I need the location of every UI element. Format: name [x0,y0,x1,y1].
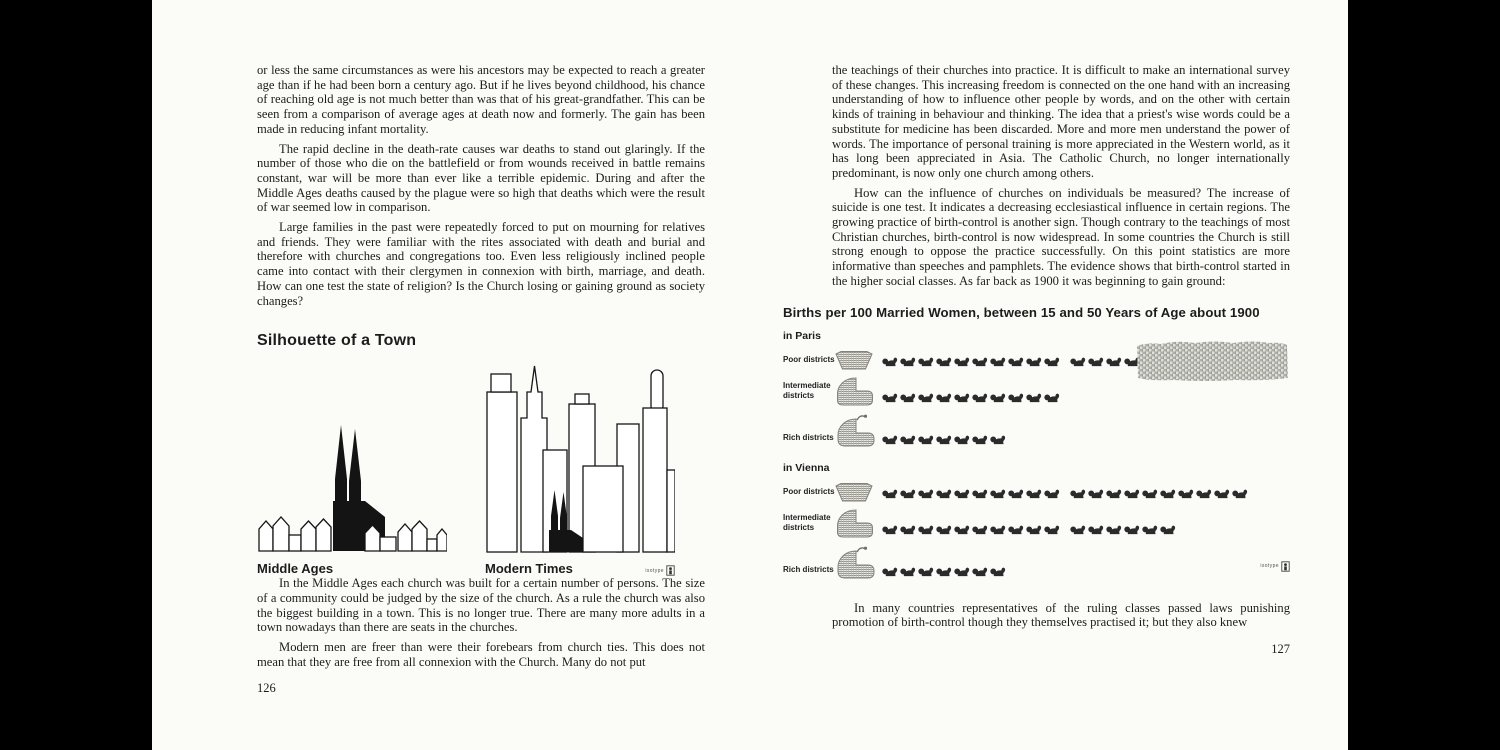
figure-caption-right: Modern Times [485,561,573,577]
left-text-column [152,0,750,696]
baby-icon [1142,487,1159,499]
baby-icon [1008,487,1025,499]
baby-icon [972,391,989,403]
baby-icon [972,565,989,577]
right-text-column-top [750,0,1348,289]
baby-icon [1026,487,1043,499]
baby-icons [882,391,1062,406]
page-126 [152,0,750,750]
baby-icons [882,355,1142,370]
baby-icon [1008,355,1025,367]
baby-icon-group [1070,487,1250,499]
row-category-label: Intermediate districts [783,381,831,400]
baby-icon [1044,523,1061,535]
baby-icon [936,355,953,367]
modern-times-column [485,354,675,576]
baby-icon [1088,487,1105,499]
row-category-label: Rich districts [783,432,834,442]
baby-icon [972,523,989,535]
row-category-label: Poor districts [783,354,835,364]
baby-icon [954,565,971,577]
baby-icon [936,487,953,499]
chart-row [783,545,1290,580]
baby-icon [990,391,1007,403]
cradle-symbol [835,377,882,406]
baby-icon [972,355,989,367]
cradle-symbol [835,545,882,580]
baby-icon [918,565,935,577]
body-paragraph: How can the influence of churches on individuals be measured? The increase of suicide is one test. It indicates a decreasing ecclesiastical influence in certain regions. The growing practice of birth-control is another sign. Though contrary to the teachings of most Christian churches, birth-control is now widespread. In some countries the Church is still strong enough to oppose the practice successfully. On this point statistics are more informative than speeches and pamphlets. The evidence shows that birth-control started in the higher social classes. As far back as 1900 it was beginning to gain ground: [832,185,1290,288]
baby-icon [918,391,935,403]
baby-icon [954,433,971,445]
baby-icon-group [882,433,1008,445]
baby-icon [882,355,899,367]
baby-icon [918,355,935,367]
baby-icon [954,523,971,535]
right-text-column-bottom [750,587,1348,657]
baby-icon [900,487,917,499]
chart-group-label: in Vienna [783,461,830,474]
baby-icon [990,523,1007,535]
isotype-signature-text: isotype [1260,563,1279,570]
baby-icon [1106,487,1123,499]
chart-row [783,509,1290,538]
chart-row [783,482,1290,502]
baby-icon-group [882,391,1062,403]
body-paragraph: Large families in the past were repeatedly forced to put on mourning for relatives and friends. They were familiar with the rites associated with death and burial and therefore with churches and congregations too. Even less religiously inclined people came into contact with their clergymen in connexion with birth, marriage, and death. How can one test the state of religion? Is the Church losing or gaining ground as society changes? [257,220,705,308]
baby-icon [1088,523,1105,535]
chart-group [783,462,1290,580]
baby-icon [1070,487,1087,499]
row-category-label: Poor districts [783,486,835,496]
baby-icon [918,523,935,535]
baby-icon [1196,487,1213,499]
baby-icon [1008,391,1025,403]
baby-icon [1160,487,1177,499]
baby-icon [1026,355,1043,367]
book-spread [152,0,1348,750]
basket-icon [835,482,873,502]
page-number-right: 127 [1271,641,1290,656]
baby-icon [1026,523,1043,535]
body-paragraph: Modern men are freer than were their forebears from church ties. This does not mean that they are free from all connexion with the Church. Many do not put [257,640,705,669]
baby-icon [1142,523,1159,535]
baby-icon [1026,391,1043,403]
cradle-icon [835,509,875,538]
baby-icon-group [882,487,1062,499]
baby-icon [990,487,1007,499]
page-number-left: 126 [257,681,276,696]
baby-icon [972,487,989,499]
baby-icon [900,355,917,367]
baby-icon [1232,487,1249,499]
body-paragraph: the teachings of their churches into practice. It is difficult to make an international survey of these changes. This increasing freedom is connected on the one hand with an increasing understanding of how to influence other people by words, and on the other with certain kinds of training in behaviour and thinking. The idea that a priest's wise words could be a substitute for medicine has been discarded. More and more men understand the power of words. The importance of personal training is more appreciated in the Western world, as it has long been appreciated in Asia. The Catholic Church, no longer internationally predominant, is now only one church among others. [832,63,1290,180]
baby-icon [1178,487,1195,499]
baby-icon-group [1070,523,1178,535]
baby-icon [1124,487,1141,499]
baby-icon [1106,523,1123,535]
baby-icons [882,487,1250,502]
chart-group-label: in Paris [783,329,821,342]
baby-icon [918,487,935,499]
baby-icon [882,391,899,403]
body-paragraph: In many countries representatives of the ruling classes passed laws punishing promotion of birth-control though they themselves practised it; but they also knew [832,600,1290,630]
baby-icon [954,391,971,403]
baby-icon [1106,355,1123,367]
baby-icon [936,523,953,535]
middle-ages-illustration [257,415,447,555]
pram-icon [835,413,877,448]
baby-icon [882,433,899,445]
baby-icon [936,433,953,445]
baby-icon [936,565,953,577]
baby-icon [1070,355,1087,367]
baby-icons [882,433,1008,448]
births-pictogram-chart [783,305,1290,580]
baby-icon-group [882,355,1062,367]
cradle-symbol [835,413,882,448]
baby-icon [954,487,971,499]
body-paragraph: or less the same circumstances as were his ancestors may be expected to reach a greater age than if he had been born a century ago. But if he lives beyond childhood, his chance of reaching old age is not much better than was that of his great-grandfather. This can be seen from a comparison of average ages at death now and formerly. The gain has been made in reducing infant mortality. [257,63,705,136]
isotype-signature-text: isotype [645,567,664,574]
baby-icon [882,523,899,535]
figure-caption-left: Middle Ages [257,561,334,577]
baby-icon [990,565,1007,577]
body-paragraph: In the Middle Ages each church was built for a certain number of persons. The size of a community could be judged by the size of the church. As a rule the church was also the biggest building in a town. This is no longer true. There are many more adults in a town nowadays than there are seats in the churches. [257,576,705,635]
baby-icon [900,391,917,403]
pram-icon [835,545,877,580]
baby-icon [1008,523,1025,535]
cradle-symbol [835,350,882,370]
baby-icon-group [882,565,1008,577]
baby-icon [900,565,917,577]
baby-icon [1044,391,1061,403]
row-category-label: Rich districts [783,564,834,574]
basket-icon [835,350,873,370]
baby-icon [900,433,917,445]
baby-icon-group [1070,355,1142,367]
baby-icon [900,523,917,535]
crowd-texture-block [1133,339,1291,383]
baby-icon [1214,487,1231,499]
baby-icon-group [882,523,1062,535]
baby-icon [990,433,1007,445]
baby-icon [1160,523,1177,535]
baby-icons [882,523,1178,538]
section-heading: Silhouette of a Town [257,332,417,350]
baby-icon [936,391,953,403]
baby-icon [1070,523,1087,535]
isotype-signature [1260,561,1290,572]
baby-icon [882,487,899,499]
baby-icon [990,355,1007,367]
baby-icon [1044,355,1061,367]
chart-title: Births per 100 Married Women, between 15 and 50 Years of Age about 1900 [783,304,1260,320]
chart-row [783,413,1290,448]
modern-times-illustration [485,360,675,555]
body-paragraph: The rapid decline in the death-rate causes war deaths to stand out glaringly. If the number of those who die on the battlefield or from wounds received in battle remains constant, war will be more than ever like a terrible epidemic. During and after the Middle Ages deaths caused by the plague were so high that deaths which were the result of war seemed low in comparison. [257,141,705,215]
baby-icon [972,433,989,445]
baby-icon [1088,355,1105,367]
baby-icon [1044,487,1061,499]
baby-icon [882,565,899,577]
baby-icons [882,565,1008,580]
isotype-man-icon [1281,561,1290,572]
cradle-symbol [835,482,882,502]
isotype-man-icon [666,565,675,576]
baby-icon [954,355,971,367]
middle-ages-column [257,354,447,576]
row-category-label: Intermediate districts [783,513,831,532]
baby-icon [1124,523,1141,535]
baby-icon [918,433,935,445]
cradle-icon [835,377,875,406]
page-127 [750,0,1348,750]
isotype-signature [645,565,675,576]
town-silhouette-figure [257,354,705,576]
cradle-symbol [835,509,882,538]
